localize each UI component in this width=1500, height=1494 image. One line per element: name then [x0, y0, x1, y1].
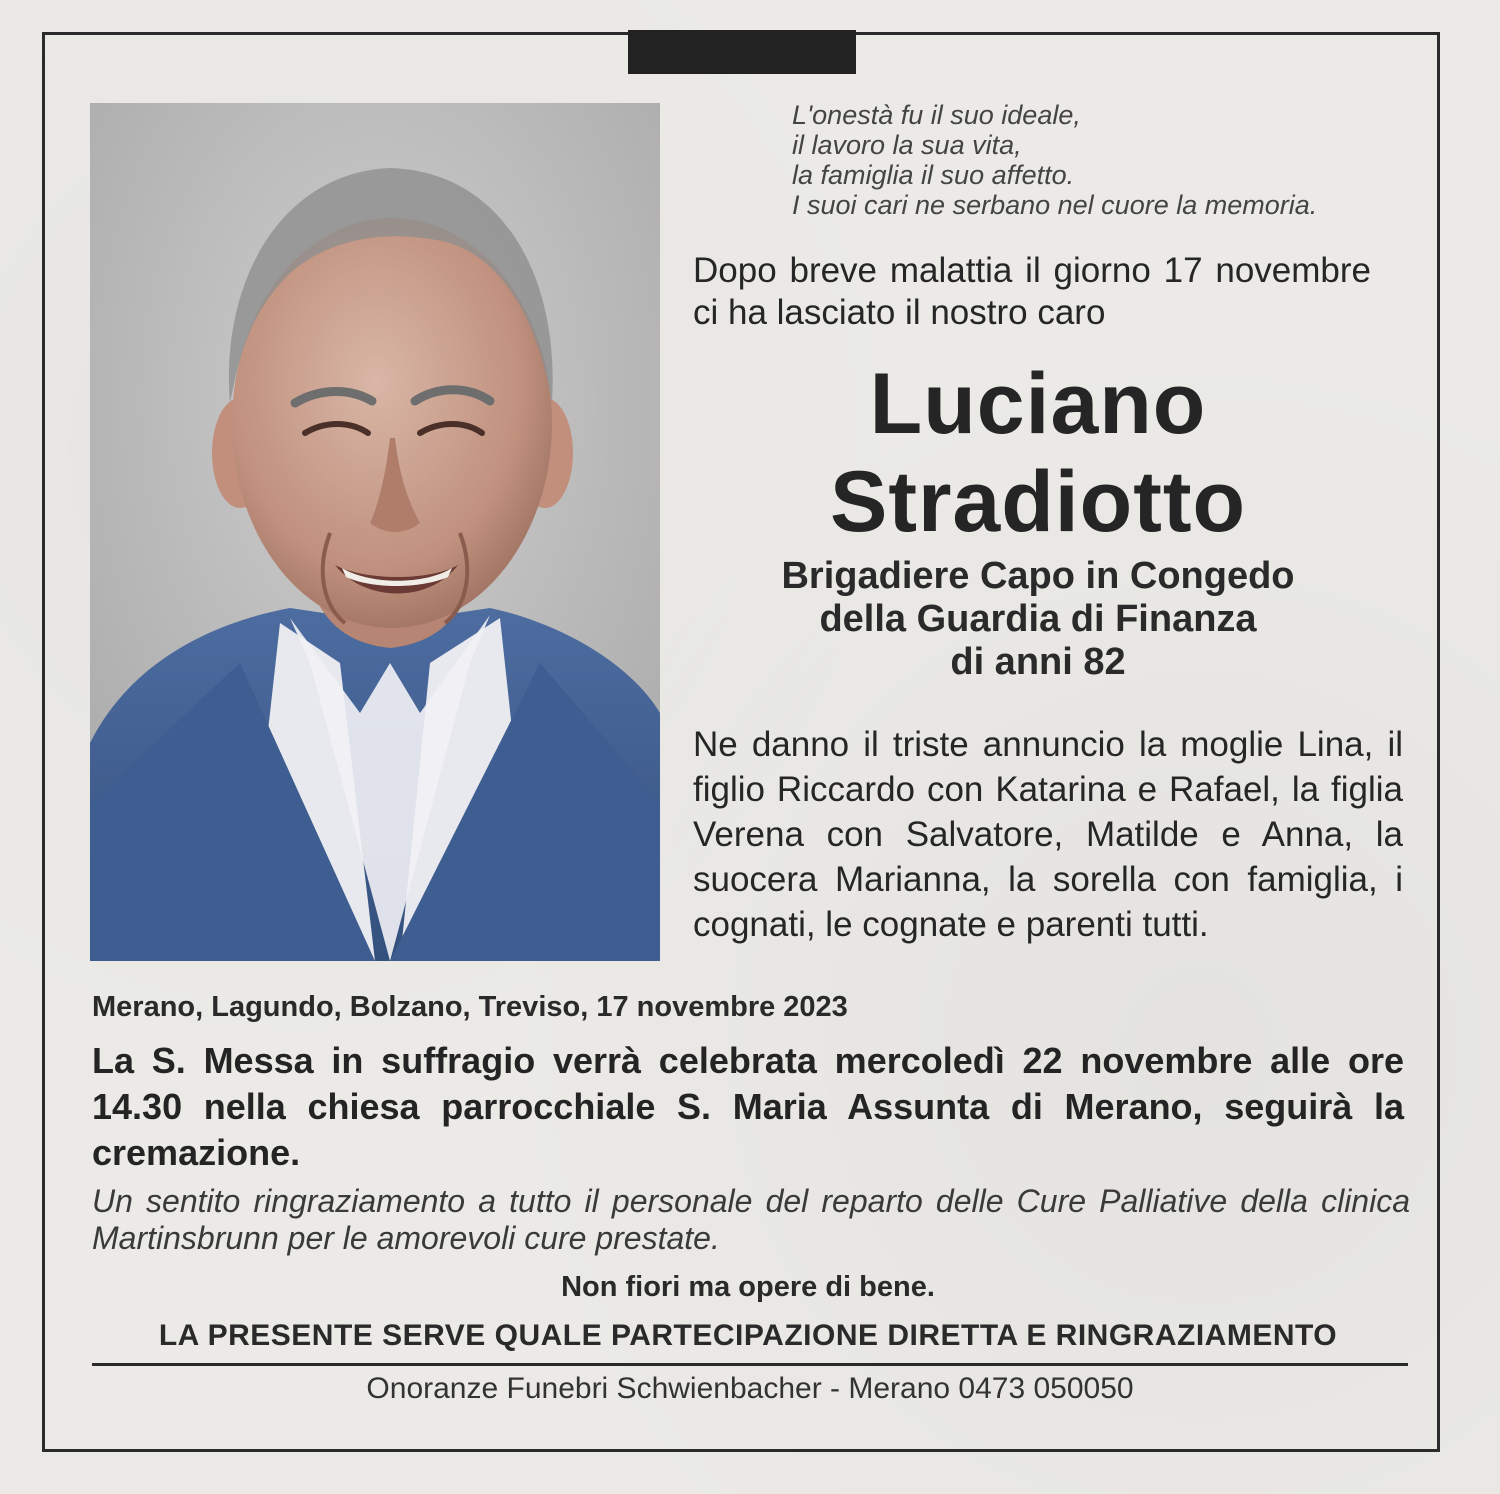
top-black-tab [628, 30, 856, 74]
divider-line [92, 1363, 1408, 1366]
memorial-quote [792, 100, 1432, 220]
mass-notice: La S. Messa in suffragio verrà celebrata mercoledì 22 novembre alle ore 14.30 nella chiesa parrocchiale S. Maria Assunta di Merano, seguirà la cremazione. [92, 1040, 1404, 1173]
funeral-home-credit: Onoranze Funebri Schwienbacher - Merano 0473 050050 [366, 1372, 1134, 1405]
place-date: Merano, Lagundo, Bolzano, Treviso, 17 novembre 2023 [92, 991, 848, 1023]
family-notice: Ne danno il triste annuncio la moglie Lina, il figlio Riccardo con Katarina e Rafael, la figlia Verena con Salvatore, Matilde e Anna, la suocera Marianna, la sorella con famiglia, i cognati, le cognate e parenti tutti. [693, 725, 1403, 944]
last-name: Stradiotto [829, 454, 1247, 550]
portrait-photo [90, 103, 660, 961]
intro-text: Dopo breve malattia il giorno 17 novembre ci ha lasciato il nostro caro [693, 251, 1371, 332]
thanks-note: Un sentito ringraziamento a tutto il personale del reparto delle Cure Palliative della clinica Martinsbrunn per le amorevoli cure prestate. [92, 1183, 1410, 1256]
rank-block [693, 555, 1383, 684]
rank-line: Brigadiere Capo in Congedo [781, 555, 1295, 597]
age-line: di anni 82 [950, 641, 1126, 683]
quote-line: il lavoro la sua vita, [792, 130, 1022, 160]
quote-line: I suoi cari ne serbano nel cuore la memoria. [792, 190, 1318, 220]
rank-line: della Guardia di Finanza [819, 598, 1257, 640]
participation-note: LA PRESENTE SERVE QUALE PARTECIPAZIONE DIRETTA E RINGRAZIAMENTO [158, 1319, 1338, 1352]
first-name: Luciano [869, 356, 1207, 452]
no-flowers-note: Non fiori ma opere di bene. [561, 1271, 935, 1303]
quote-line: la famiglia il suo affetto. [792, 160, 1075, 190]
deceased-name [693, 355, 1383, 551]
quote-line: L'onestà fu il suo ideale, [792, 100, 1081, 130]
